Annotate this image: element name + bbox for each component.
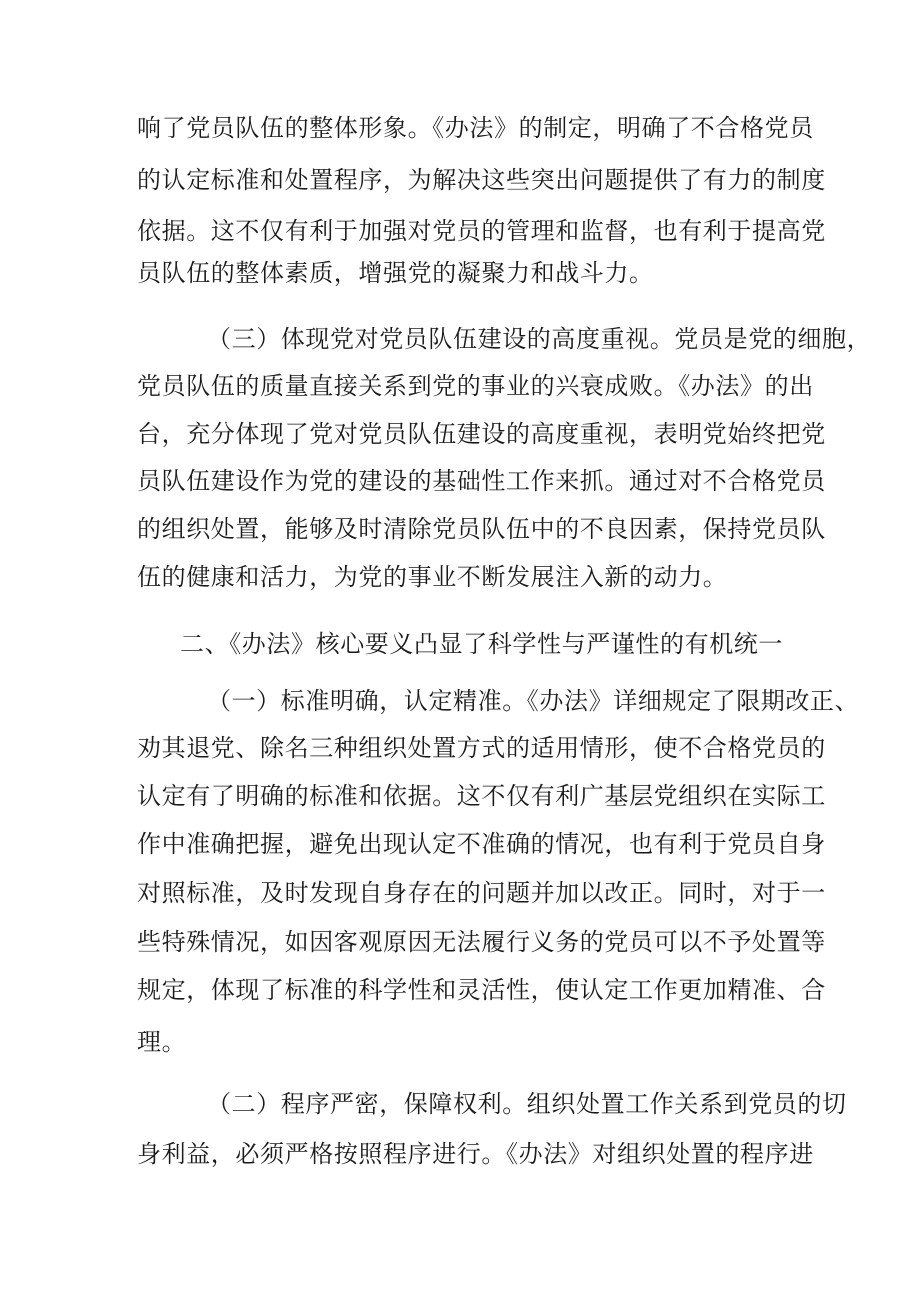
text-line: 认定有了明确的标准和依据。这不仅有利广基层党组织在实际工 bbox=[137, 782, 826, 810]
text-line: 的组织处置，能够及时清除党员队伍中的不良因素，保持党员队 bbox=[137, 515, 826, 543]
text-line: 员队伍建设作为党的建设的基础性工作来抓。通过对不合格党员 bbox=[137, 467, 826, 495]
text-line: 作中准确把握，避免出现认定不准确的情况，也有利于党员自身 bbox=[137, 830, 826, 858]
text-line: 规定，体现了标准的科学性和灵活性，使认定工作更加精准、合 bbox=[137, 976, 826, 1004]
text-line: 台，充分体现了党对党员队伍建设的高度重视，表明党始终把党 bbox=[137, 420, 826, 448]
text-line: 劝其退党、除名三种组织处置方式的适用情形，使不合格党员的 bbox=[137, 734, 826, 762]
text-line: 响了党员队伍的整体形象。《办法》的制定，明确了不合格党员 bbox=[137, 114, 814, 142]
paragraph-first-line: （三）体现党对党员队伍建设的高度重视。党员是党的细胞， bbox=[207, 325, 872, 353]
section-heading: 二、《办法》核心要义凸显了科学性与严谨性的有机统一 bbox=[180, 630, 783, 658]
text-line: 依据。这不仅有利于加强对党员的管理和监督，也有利于提高党 bbox=[137, 217, 826, 245]
text-line: 对照标准，及时发现自身存在的问题并加以改正。同时，对于一 bbox=[137, 879, 826, 907]
text-line: 的认定标准和处置程序，为解决这些突出问题提供了有力的制度 bbox=[137, 166, 826, 194]
text-line: 身利益，必须严格按照程序进行。《办法》对组织处置的程序进 bbox=[137, 1140, 814, 1168]
text-line: 些特殊情况，如因客观原因无法履行义务的党员可以不予处置等 bbox=[137, 928, 826, 956]
paragraph-first-line: （二）程序严密，保障权利。组织处置工作关系到党员的切 bbox=[207, 1090, 847, 1118]
text-line: 员队伍的整体素质，增强党的凝聚力和战斗力。 bbox=[137, 259, 654, 287]
paragraph-first-line: （一）标准明确，认定精准。《办法》详细规定了限期改正、 bbox=[207, 687, 860, 715]
text-line: 理。 bbox=[137, 1028, 187, 1056]
text-line: 党员队伍的质量直接关系到党的事业的兴衰成败。《办法》的出 bbox=[137, 372, 814, 400]
text-line: 伍的健康和活力，为党的事业不断发展注入新的动力。 bbox=[137, 563, 728, 591]
